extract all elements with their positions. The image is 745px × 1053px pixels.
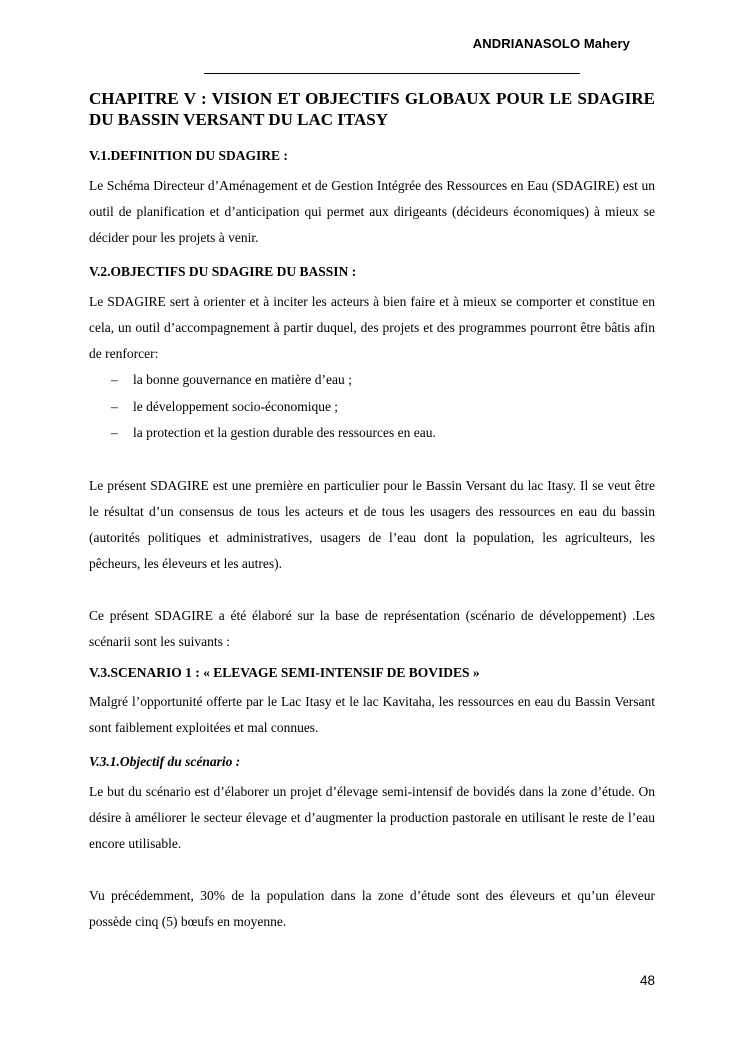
chapter-title: CHAPITRE V : VISION ET OBJECTIFS GLOBAUX POUR LE SDAGIRE DU BASSIN VERSANT DU LAC ITASY	[89, 89, 655, 129]
list-item: – le développement socio-économique ;	[89, 394, 655, 421]
section-heading-objectifs: V.2.OBJECTIFS DU SDAGIRE DU BASSIN :	[89, 264, 357, 279]
section-heading-scenario1: V.3.SCENARIO 1 : « ELEVAGE SEMI-INTENSIF DE BOVIDES »	[89, 664, 480, 680]
header-author: ANDRIANASOLO Mahery	[472, 36, 630, 51]
paragraph-scenario1: Malgré l’opportunité offerte par le Lac Itasy et le lac Kavitaha, les ressources en eau du Bassin Versant sont faiblement exploitées et mal connues.	[89, 693, 655, 735]
paragraph-scenarii: Ce présent SDAGIRE a été élaboré sur la base de représentation (scénario de développement) .Les scénarii sont les suivants :	[89, 607, 655, 649]
paragraph-definition: Le Schéma Directeur d’Aménagement et de Gestion Intégrée des Ressources en Eau (SDAGIRE) est un outil de planification et d’anticipation qui permet aux dirigeants (décideurs économiques) à mieux se décider pour les projets à venir.	[89, 178, 655, 245]
paragraph-eleveurs: Vu précédemment, 30% de la population dans la zone d’étude sont des éleveurs et qu’un éleveur possède cinq (5) bœufs en moyenne.	[89, 887, 655, 929]
section-heading-definition: V.1.DEFINITION DU SDAGIRE :	[89, 148, 288, 163]
dash-bullet: –	[111, 372, 118, 387]
header-rule	[204, 73, 580, 74]
paragraph-objectif-scenario: Le but du scénario est d’élaborer un projet d’élevage semi-intensif de bovidés dans la zone d’étude. On désire à améliorer le secteur élevage et d’augmenter la production pastorale en utilisant le reste de l’eau encore utilisable.	[89, 783, 655, 851]
document-body	[89, 88, 655, 935]
list-item: – la bonne gouvernance en matière d’eau ;	[89, 367, 655, 394]
dash-bullet: –	[111, 425, 118, 440]
subsection-heading-objectif: V.3.1.Objectif du scénario :	[89, 753, 241, 769]
paragraph-present-sdagire: Le présent SDAGIRE est une première en particulier pour le Bassin Versant du lac Itasy. Il se veut être le résultat d’un consensus de tous les acteurs et de tous les usagers des ressources en eau du bassin (autorités politiques et administratives, usagers de l’eau dont la population, les agriculteurs, les pêcheurs, les éleveurs et les autres).	[89, 477, 655, 571]
paragraph-objectifs: Le SDAGIRE sert à orienter et à inciter les acteurs à bien faire et à mieux se comporter et constitue en cela, un outil d’accompagnement à partir duquel, des projets et des programmes pourront être bâtis afin de renforcer:	[89, 294, 655, 361]
dash-bullet: –	[111, 398, 118, 414]
objectifs-list	[89, 367, 655, 447]
page-number: 48	[639, 973, 655, 988]
list-item: – la protection et la gestion durable des ressources en eau.	[89, 420, 655, 447]
